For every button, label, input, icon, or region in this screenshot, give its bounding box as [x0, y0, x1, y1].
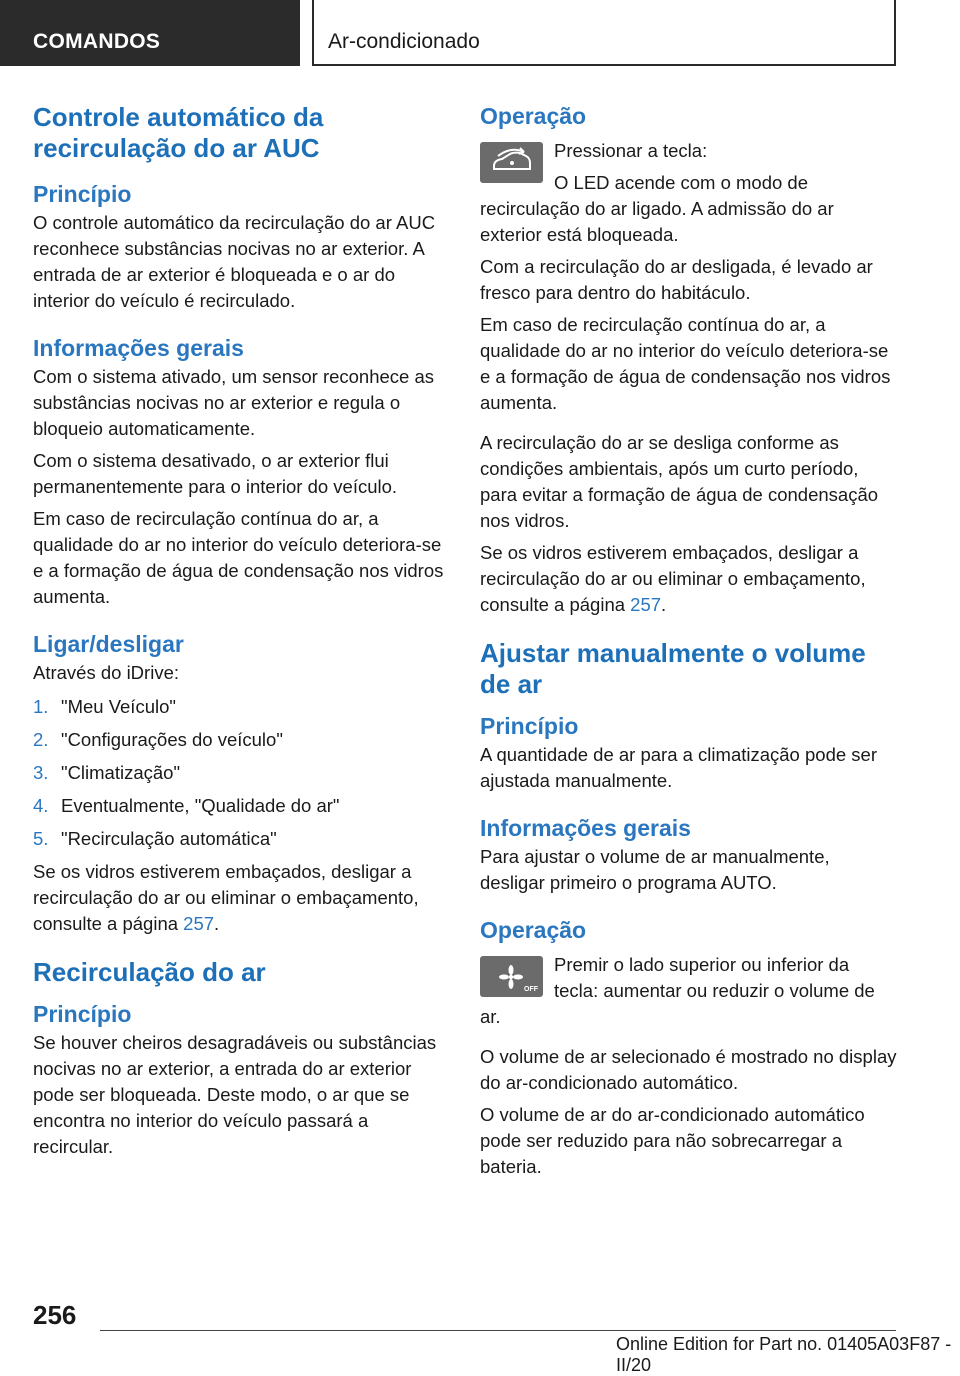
paragraph: Pressionar a tecla: [554, 140, 708, 161]
section-tab: COMANDOS [0, 0, 300, 66]
heading-principio: Princípio [33, 181, 132, 207]
paragraph: Se houver cheiros desagradáveis ou substâncias nocivas no ar exterior, a entrada do ar exterior pode ser bloqueada. Deste modo, o ar que se encontra no interior do veículo passará a recircular. [33, 1032, 437, 1157]
footer-divider [100, 1330, 896, 1331]
paragraph: Se os vidros estiverem embaçados, desligar a recirculação do ar ou eliminar o embaçamento, consulte a página 257. [480, 542, 866, 615]
heading-operacao: Operação [480, 103, 587, 129]
paragraph: Com o sistema desativado, o ar exterior flui permanentemente para o interior do veículo. [33, 450, 398, 497]
heading-ligar-desligar: Ligar/desligar [33, 631, 184, 657]
step-number: 5. [33, 828, 49, 849]
step-number: 4. [33, 795, 49, 816]
page-link[interactable]: 257 [183, 913, 215, 934]
list-item [33, 694, 451, 720]
step-number: 1. [33, 696, 49, 717]
chapter-title: Ar-condicionado [312, 0, 896, 66]
list-item [33, 793, 451, 819]
paragraph: A quantidade de ar para a climatização pode ser ajustada manualmente. [480, 744, 877, 791]
heading-principio: Princípio [480, 713, 579, 739]
heading-informacoes-gerais: Informações gerais [480, 815, 691, 841]
list-item [33, 760, 451, 786]
page-header [0, 0, 960, 66]
step-text: "Meu Veículo" [61, 696, 176, 717]
list-item [33, 826, 451, 852]
paragraph: O volume de ar selecionado é mostrado no display do ar-condicionado automático. [480, 1046, 897, 1093]
page-number: 256 [33, 1300, 77, 1330]
paragraph: O volume de ar do ar-condicionado automático pode ser reduzido para não sobrecarregar a bateria. [480, 1104, 865, 1177]
paragraph: Através do iDrive: [33, 662, 179, 683]
page-link[interactable]: 257 [630, 594, 662, 615]
step-text: "Recirculação automática" [61, 828, 277, 849]
recirculation-icon [480, 142, 543, 183]
step-number: 2. [33, 729, 49, 750]
paragraph: O controle automático da recirculação do ar AUC reconhece substâncias nocivas no ar exterior. A entrada de ar exterior é bloqueada e o ar do interior do veículo é recirculado. [33, 212, 436, 311]
paragraph: O LED acende com o modo de recirculação do ar ligado. A admissão do ar exterior está bloqueada. [480, 172, 834, 245]
step-text: "Configurações do veículo" [61, 729, 283, 750]
step-text: Eventualmente, "Qualidade do ar" [61, 795, 340, 816]
paragraph: Premir o lado superior ou inferior da tecla: aumentar ou reduzir o volume de ar. [480, 954, 875, 1027]
heading-ajustar-volume: Ajustar manualmente o volume de ar [480, 638, 866, 699]
paragraph: Se os vidros estiverem embaçados, desligar a recirculação do ar ou eliminar o embaçamento, consulte a página 257. [33, 861, 419, 934]
left-column [33, 102, 451, 1166]
paragraph: Em caso de recirculação contínua do ar, a qualidade do ar no interior do veículo deteriora-se e a formação de água de condensação nos vidros aumenta. [480, 314, 891, 413]
heading-operacao: Operação [480, 917, 587, 943]
paragraph: Em caso de recirculação contínua do ar, a qualidade do ar no interior do veículo deteriora-se e a formação de água de condensação nos vidros aumenta. [33, 508, 444, 607]
fan-off-icon [480, 956, 543, 997]
heading-principio: Princípio [33, 1001, 132, 1027]
paragraph: Com a recirculação do ar desligada, é levado ar fresco para dentro do habitáculo. [480, 256, 873, 303]
edition-text: Online Edition for Part no. 01405A03F87 - II/20 [616, 1334, 952, 1375]
step-number: 3. [33, 762, 49, 783]
heading-informacoes-gerais: Informações gerais [33, 335, 244, 361]
heading-recirculacao: Recirculação do ar [33, 957, 266, 987]
heading-auc: Controle automático da recirculação do ar AUC [33, 102, 324, 163]
steps-list [33, 694, 451, 852]
fan-off-label: OFF [524, 986, 538, 993]
right-column [480, 102, 898, 1186]
paragraph: Com o sistema ativado, um sensor reconhece as substâncias nocivas no ar exterior e regula o bloqueio automaticamente. [33, 366, 435, 439]
list-item [33, 727, 451, 753]
step-text: "Climatização" [61, 762, 181, 783]
paragraph: Para ajustar o volume de ar manualmente, desligar primeiro o programa AUTO. [480, 846, 830, 893]
paragraph: A recirculação do ar se desliga conforme as condições ambientais, após um curto período, para evitar a formação de água de condensação nos vidros. [480, 432, 879, 531]
